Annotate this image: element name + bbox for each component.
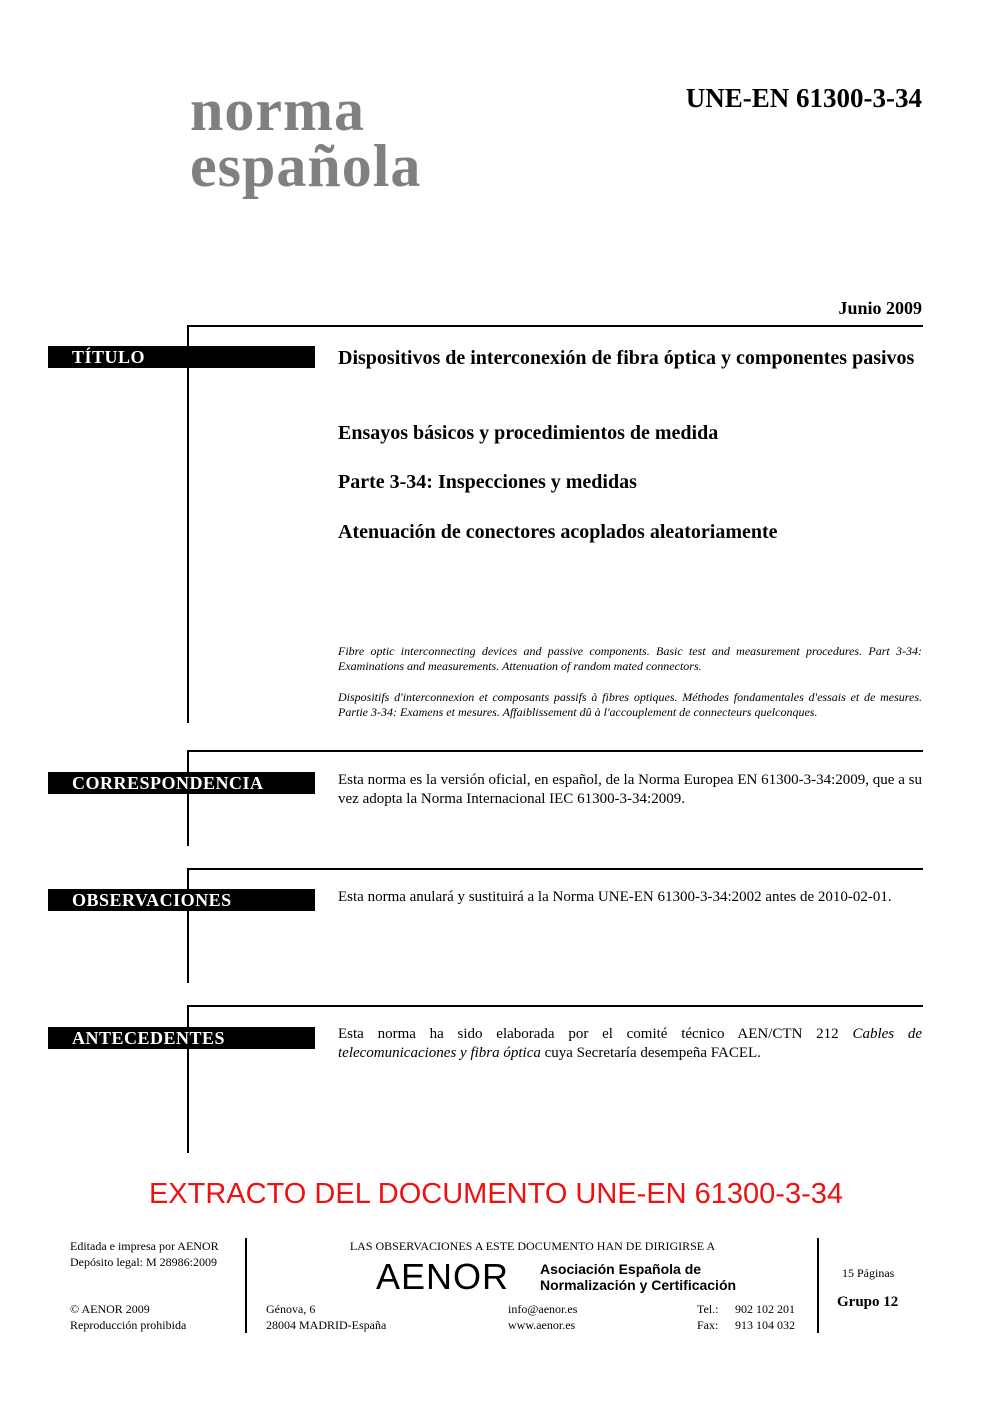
extract-banner: EXTRACTO DEL DOCUMENTO UNE-EN 61300-3-34 (148, 1178, 844, 1210)
contact-web: www.aenor.es (508, 1318, 576, 1332)
address-city: 28004 MADRID-España (266, 1318, 387, 1332)
section-divider-antecedentes (187, 1005, 923, 1007)
footer-phone-labels (697, 1301, 737, 1333)
brand-line-2: española (190, 133, 422, 199)
section-label-correspondencia: CORRESPONDENCIA (48, 772, 315, 794)
title-line-1: Dispositivos de interconexión de fibra óptica y componentes pasivos (338, 347, 915, 369)
brand-wordmark (190, 77, 570, 199)
section-divider-titulo (187, 325, 923, 327)
footer-address (266, 1301, 446, 1333)
correspondencia-text: Esta norma es la versión oficial, en español, de la Norma Europea EN 61300-3-34:2009, que a su vez adopta la Norma Internacional IEC 61300-3-34:2009. (338, 772, 922, 807)
publication-date: Junio 2009 (838, 298, 922, 318)
section-divider-correspondencia (187, 750, 923, 752)
title-line-2: Ensayos básicos y procedimientos de medida (338, 422, 719, 444)
footer-observations-note: LAS OBSERVACIONES A ESTE DOCUMENTO HAN DE DIRIGIRSE A (349, 1239, 716, 1253)
section-vertical-rule-observaciones (187, 868, 189, 983)
contact-email: info@aenor.es (508, 1302, 578, 1316)
footer-copyright-info (70, 1301, 245, 1333)
footer-divider-left (245, 1238, 247, 1333)
section-vertical-rule-titulo (187, 325, 189, 723)
footer-price-group: Grupo 12 (837, 1294, 899, 1310)
tel-number: 902 102 201 (735, 1302, 795, 1316)
fax-label: Fax: (697, 1318, 719, 1332)
section-vertical-rule-correspondencia (187, 750, 189, 846)
tel-label: Tel.: (697, 1302, 719, 1316)
footer-copyright: © AENOR 2009 (70, 1302, 150, 1316)
footer-divider-right (817, 1238, 819, 1333)
title-french: Dispositifs d'interconnexion et composants passifs à fibres optiques. Méthodes fondamentales d'essais et de mesures. Partie 3-34: Examens et mesures. Affaiblissement dû à l'accouplement de connecteurs quelconques. (338, 690, 922, 719)
title-english: Fibre optic interconnecting devices and passive components. Basic test and measurement procedures. Part 3-34: Examinations and measurements. Attenuation of random mated connectors. (338, 644, 922, 673)
footer-contact-online (508, 1301, 628, 1333)
antecedentes-text-start: Esta norma ha sido elaborada por el comité técnico AEN/CTN 212 (338, 1026, 853, 1042)
footer-page-count: 15 Páginas (842, 1266, 895, 1280)
standard-code: UNE-EN 61300-3-34 (685, 83, 922, 113)
section-label-antecedentes: ANTECEDENTES (48, 1027, 315, 1049)
address-street: Génova, 6 (266, 1302, 316, 1316)
org-name-line-1: Asociación Española de (540, 1261, 702, 1277)
section-label-observaciones: OBSERVACIONES (48, 889, 315, 911)
title-line-3: Parte 3-34: Inspecciones y medidas (338, 471, 637, 493)
aenor-logo: AENOR (376, 1256, 510, 1297)
footer-legal-deposit: Depósito legal: M 28986:2009 (70, 1255, 217, 1269)
observaciones-text: Esta norma anulará y sustituirá a la Norma UNE-EN 61300-3-34:2002 antes de 2010-02-01. (338, 889, 892, 905)
footer-phone-numbers (735, 1301, 815, 1333)
antecedentes-text (338, 1025, 922, 1063)
fax-number: 913 104 032 (735, 1318, 795, 1332)
aenor-organization-name (540, 1261, 770, 1293)
antecedentes-text-end: cuya Secretaría desempeña FACEL. (540, 1045, 761, 1061)
footer-reproduction: Reproducción prohibida (70, 1318, 187, 1332)
footer-edited-by: Editada e impresa por AENOR (70, 1239, 219, 1253)
org-name-line-2: Normalización y Certificación (540, 1277, 737, 1293)
section-label-titulo: TÍTULO (48, 346, 315, 368)
title-line-4: Atenuación de conectores acoplados aleatoriamente (338, 521, 778, 543)
antecedentes-committee-name: Cables de telecomunicaciones y fibra óptica (338, 1026, 923, 1061)
brand-line-1: norma (190, 77, 365, 143)
section-divider-observaciones (187, 868, 923, 870)
footer-edition-info (70, 1238, 245, 1270)
